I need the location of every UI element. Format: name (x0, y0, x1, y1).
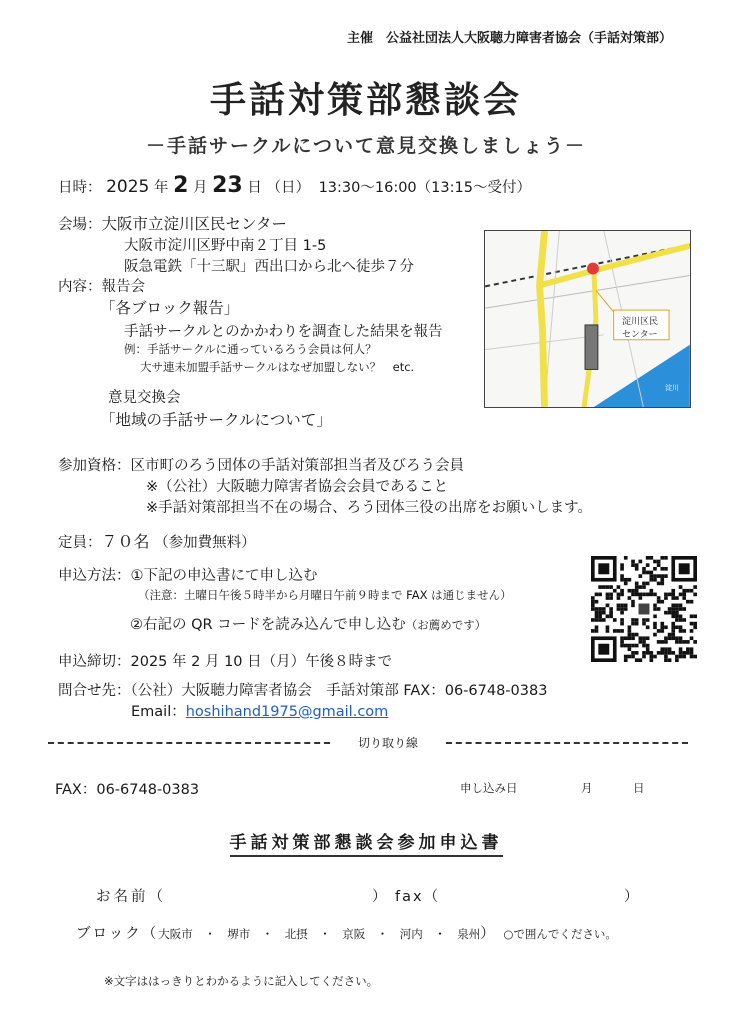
organizer-text: 主催 公益社団法人大阪聴力障害者協会（手話対策部） (347, 31, 673, 46)
venue-name: 大阪市立淀川区民センター (101, 215, 287, 233)
eligibility-row (58, 454, 464, 475)
form-title-text: 手話対策部懇談会参加申込書 (230, 833, 503, 857)
exchange-title: 「地域の手話サークルについて」 (100, 411, 332, 429)
form-block-instruction: ○で囲んでください。 (503, 927, 617, 941)
venue-label: 会場： (58, 217, 102, 233)
eligibility-line-2: ※（公社）大阪聴力障害者協会会員であること (146, 479, 449, 495)
datetime-day-unit: 日 (247, 180, 262, 196)
form-block-close: ） (480, 926, 495, 942)
venue-access: 阪急電鉄「十三駅」西出口から北へ徒歩７分 (124, 259, 414, 275)
venue-row (58, 212, 287, 234)
deadline-text: 申込締切：2025 年 2 月 10 日（月）午後８時まで (58, 654, 393, 670)
datetime-month-unit: 月 (193, 180, 208, 196)
form-note: ※文字ははっきりとわかるように記入してください。 (104, 974, 379, 988)
content-row (58, 275, 145, 296)
form-block-label: ブロック（ (76, 926, 159, 942)
cut-line-dash-left (48, 742, 330, 744)
report-title: 「各ブロック報告」 (100, 299, 240, 317)
capacity-label: 定員： (58, 535, 102, 551)
map-venue-label-2: センター (622, 330, 658, 340)
form-month-label: 月 (581, 781, 593, 795)
datetime-day: 23 (212, 173, 243, 198)
capacity-note: （参加費無料） (154, 535, 256, 551)
datetime-label: 日時： (58, 180, 102, 196)
datetime-year-unit: 年 (153, 180, 169, 196)
report-label: 報告会 (101, 279, 145, 295)
map-svg (485, 231, 690, 407)
qr-code[interactable] (591, 556, 697, 662)
email-row (131, 700, 388, 721)
form-block-options[interactable]: 大阪市 ・ 堺市 ・ 北摂 ・ 京阪 ・ 河内 ・ 泉州 (158, 927, 481, 941)
datetime-row (58, 173, 531, 198)
datetime-year: 2025 (106, 177, 150, 197)
cut-line-dash-right (446, 742, 688, 744)
form-title (0, 828, 732, 853)
form-fax-close: ） (624, 889, 639, 905)
map-venue-label-1: 淀川区民 (622, 317, 659, 327)
application-note: （注意：土曜日午後５時半から月曜日午前９時まで FAX は通じません） (138, 588, 512, 602)
form-block-row (76, 922, 617, 943)
eligibility-line-3: ※手話対策部担当不在の場合、ろう団体三役の出席をお願いします。 (146, 500, 592, 516)
cut-line-label: 切り取り線 (357, 736, 418, 750)
station-marker (587, 263, 599, 275)
cut-line (48, 734, 688, 750)
report-example-2: 大サ連未加盟手話サークルはなぜ加盟しない？ etc. (140, 360, 415, 374)
exchange-label: 意見交換会 (108, 390, 181, 406)
report-desc: 手話サークルとのかかわりを調査した結果を報告 (124, 324, 443, 340)
report-example-1: 例：手話サークルに通っているろう会員は何人？ (124, 342, 377, 356)
email-link[interactable]: hoshihand1975@gmail.com (185, 704, 389, 720)
page-title: 手話対策部懇談会 (209, 80, 522, 121)
eligibility-label: 参加資格： (58, 458, 131, 474)
application-label: 申込方法： (58, 568, 131, 584)
application-method-2-row (130, 613, 486, 634)
capacity-value: ７０名 (101, 532, 150, 551)
eligibility-line-1: 区市町のろう団体の手話対策部担当者及びろう会員 (130, 458, 464, 474)
venue-map (484, 230, 691, 408)
contact-line: 問合せ先：（公社）大阪聴力障害者協会 手話対策部 FAX：06-6748-0383 (58, 683, 548, 699)
email-label: Email： (131, 704, 186, 720)
application-method-2-note: （お薦めです） (405, 618, 487, 632)
form-date-label: 申し込み日 (460, 781, 518, 795)
form-name-close: ） (372, 889, 387, 905)
content-label: 内容： (58, 279, 102, 295)
venue-address: 大阪市淀川区野中南２丁目 1-5 (124, 238, 327, 254)
form-name-field[interactable] (185, 884, 365, 904)
form-fax-field[interactable] (450, 884, 620, 904)
datetime-month: 2 (173, 173, 189, 198)
form-name-open: お名前（ (96, 889, 166, 905)
datetime-weekday: （日） (266, 180, 310, 196)
qr-code-image (591, 556, 697, 662)
capacity-row (58, 529, 256, 552)
venue-building (585, 325, 598, 369)
form-day-label: 日 (633, 781, 645, 795)
application-method-2: ②右記の QR コードを読み込んで申し込む (130, 617, 406, 633)
application-row (58, 564, 318, 585)
form-fax: FAX：06-6748-0383 (55, 782, 200, 798)
page-subtitle: －手話サークルについて意見交換しましょう－ (145, 135, 587, 157)
datetime-time: 13:30～16:00（13:15～受付） (318, 180, 531, 196)
map-river-label: 淀川 (665, 384, 679, 392)
form-fax-open: fax（ (395, 889, 441, 905)
application-method-1: ①下記の申込書にて申し込む (130, 568, 318, 584)
